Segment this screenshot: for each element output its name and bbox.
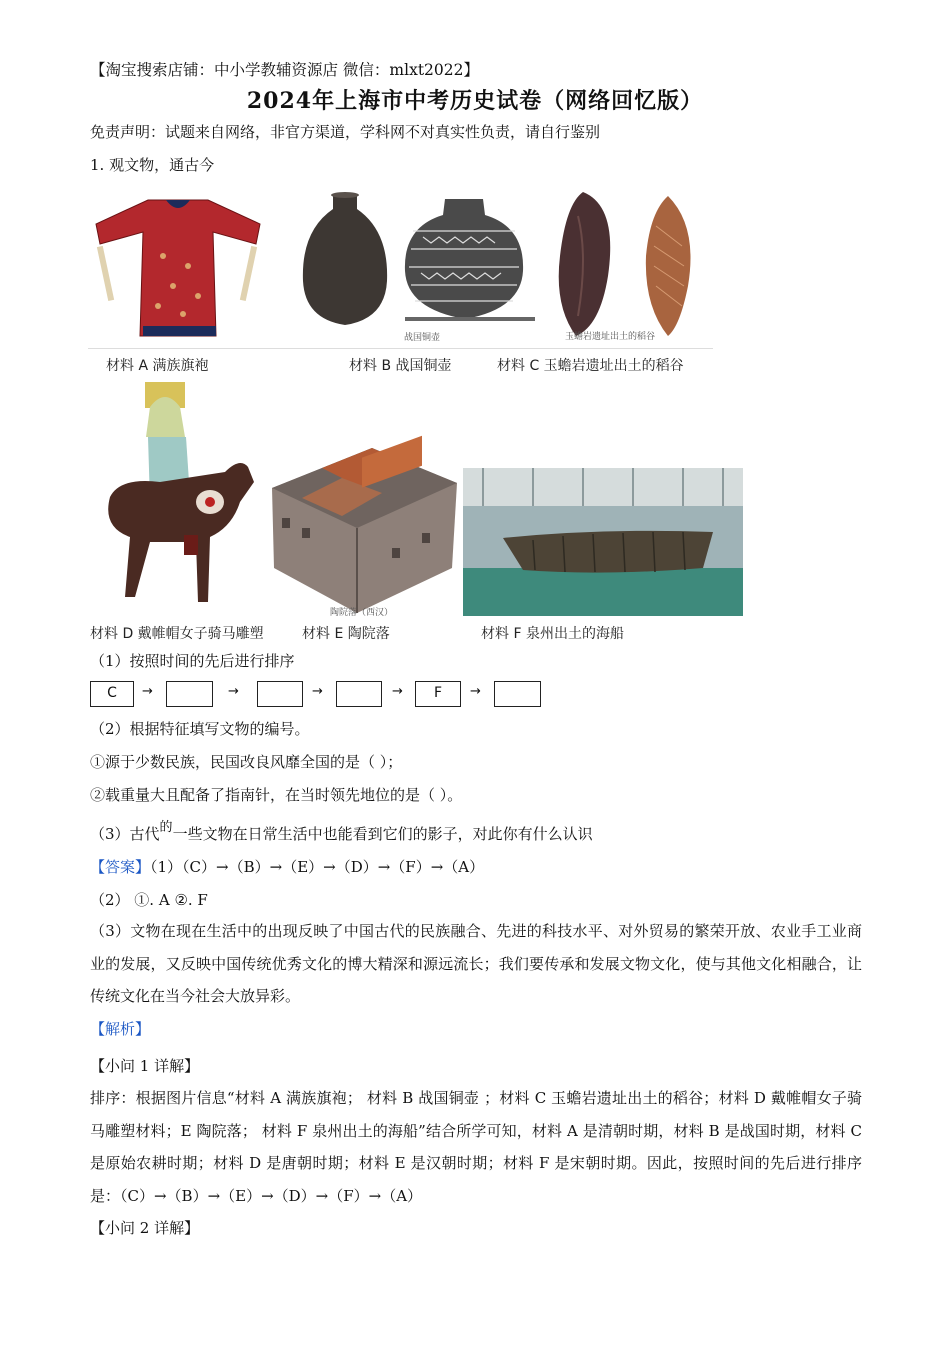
answer-part3: （3）文物在现在生活中的出现反映了中国古代的民族融合、先进的科技水平、对外贸易的繁荣开放、农业手工业商业的发展，又反映中国传统优秀文化的博大精深和源远流长；我们要传承和发展文物文化，使与其他文化相融合，让传统文化在当今社会大放异彩。 xyxy=(90,922,862,1005)
part3-prompt xyxy=(90,820,593,846)
manchu-robe-image xyxy=(88,186,268,351)
courtyard-sublabel: 陶院落（西汉） xyxy=(330,608,394,618)
part2-question-1: ①源于少数民族，民国改良风靡全国的是（ ）； xyxy=(90,753,403,771)
figure-row-1 xyxy=(88,186,713,374)
rice-grain-image xyxy=(548,186,713,346)
caption-f: 材料 F 泉州出土的海船 xyxy=(481,626,624,642)
answer-label: 【答案】 xyxy=(90,858,151,876)
sub1-title: 【小问 1 详解】 xyxy=(90,1057,200,1075)
question-stem: 1. 观文物，通古今 xyxy=(90,156,215,174)
pottery-courtyard-image xyxy=(262,398,462,616)
sequence-box-2[interactable] xyxy=(166,681,213,707)
caption-c: 材料 C 玉蟾岩遗址出土的稻谷 xyxy=(497,358,684,374)
sequence-arrow: → xyxy=(470,684,481,699)
horse-rider-image xyxy=(90,377,260,617)
answer-part2: （2） ①. A ②. F xyxy=(90,891,208,909)
caption-b: 材料 B 战国铜壶 xyxy=(349,358,452,374)
sub2-title: 【小问 2 详解】 xyxy=(90,1219,200,1237)
page-title: 2024年上海市中考历史试卷（网络回忆版） xyxy=(246,88,704,114)
rice-grain-sublabel: 玉蟾岩遗址出土的稻谷 xyxy=(565,332,656,342)
caption-e: 材料 E 陶院落 xyxy=(302,626,390,642)
answer-line-1 xyxy=(90,857,484,877)
shop-note: 【淘宝搜索店铺：中小学教辅资源店 微信：mlxt2022】 xyxy=(90,61,480,79)
disclaimer: 免责声明：试题来自网络，非官方渠道，学科网不对真实性负责，请自行鉴别 xyxy=(90,123,601,141)
part3-text-de: 的 xyxy=(159,820,173,835)
bronze-pot-sublabel: 战国铜壶 xyxy=(404,333,441,343)
quanzhou-ship-image xyxy=(463,468,743,616)
answer-part1: （1）（C）→（B）→（E）→（D）→（F）→（A） xyxy=(150,858,485,876)
sub1-text: 排序：根据图片信息“材料 A 满族旗袍； 材料 B 战国铜壶 ；材料 C 玉蟾岩遗址出土的稻谷；材料 D 戴帷帽女子骑马雕塑材料；E 陶院落； 材料 F 泉州出土的海船”结合所学可知，材料 A 是清朝时期，材料 B 是战国时期，材料 C 是原始农耕时期；材料 D 是唐朝时期；材料 E 是汉朝时期；材料 F 是宋朝时期。因此，按照时间的先后进行排序是：（C）→（B）→（E）→（D）→（F）→（A） xyxy=(90,1089,862,1205)
sequence-arrow: → xyxy=(392,684,403,699)
bronze-pot-image xyxy=(293,191,543,343)
part2-prompt: （2）根据特征填写文物的编号。 xyxy=(90,720,310,738)
analysis-label: 【解析】 xyxy=(90,1020,151,1038)
sequence-arrow: → xyxy=(228,684,239,699)
sequence-box-4[interactable] xyxy=(336,681,382,707)
sequence-box-6[interactable] xyxy=(494,681,541,707)
sequence-box-5[interactable]: F xyxy=(415,681,461,707)
caption-d: 材料 D 戴帷帽女子骑马雕塑 xyxy=(90,626,264,642)
part3-text-b: 一些文物在日常生活中也能看到它们的影子，对此你有什么认识 xyxy=(172,825,593,843)
sequence-box-3[interactable] xyxy=(257,681,303,707)
sequence-box-1[interactable]: C xyxy=(90,681,134,707)
caption-a: 材料 A 满族旗袍 xyxy=(106,358,209,374)
part2-question-2: ②载重量大且配备了指南针，在当时领先地位的是（ ）。 xyxy=(90,786,463,804)
sequence-arrow: → xyxy=(142,684,153,699)
part1-prompt: （1）按照时间的先后进行排序 xyxy=(90,652,295,670)
sequence-arrow: → xyxy=(312,684,323,699)
part3-text-a: （3）古代 xyxy=(90,825,160,843)
